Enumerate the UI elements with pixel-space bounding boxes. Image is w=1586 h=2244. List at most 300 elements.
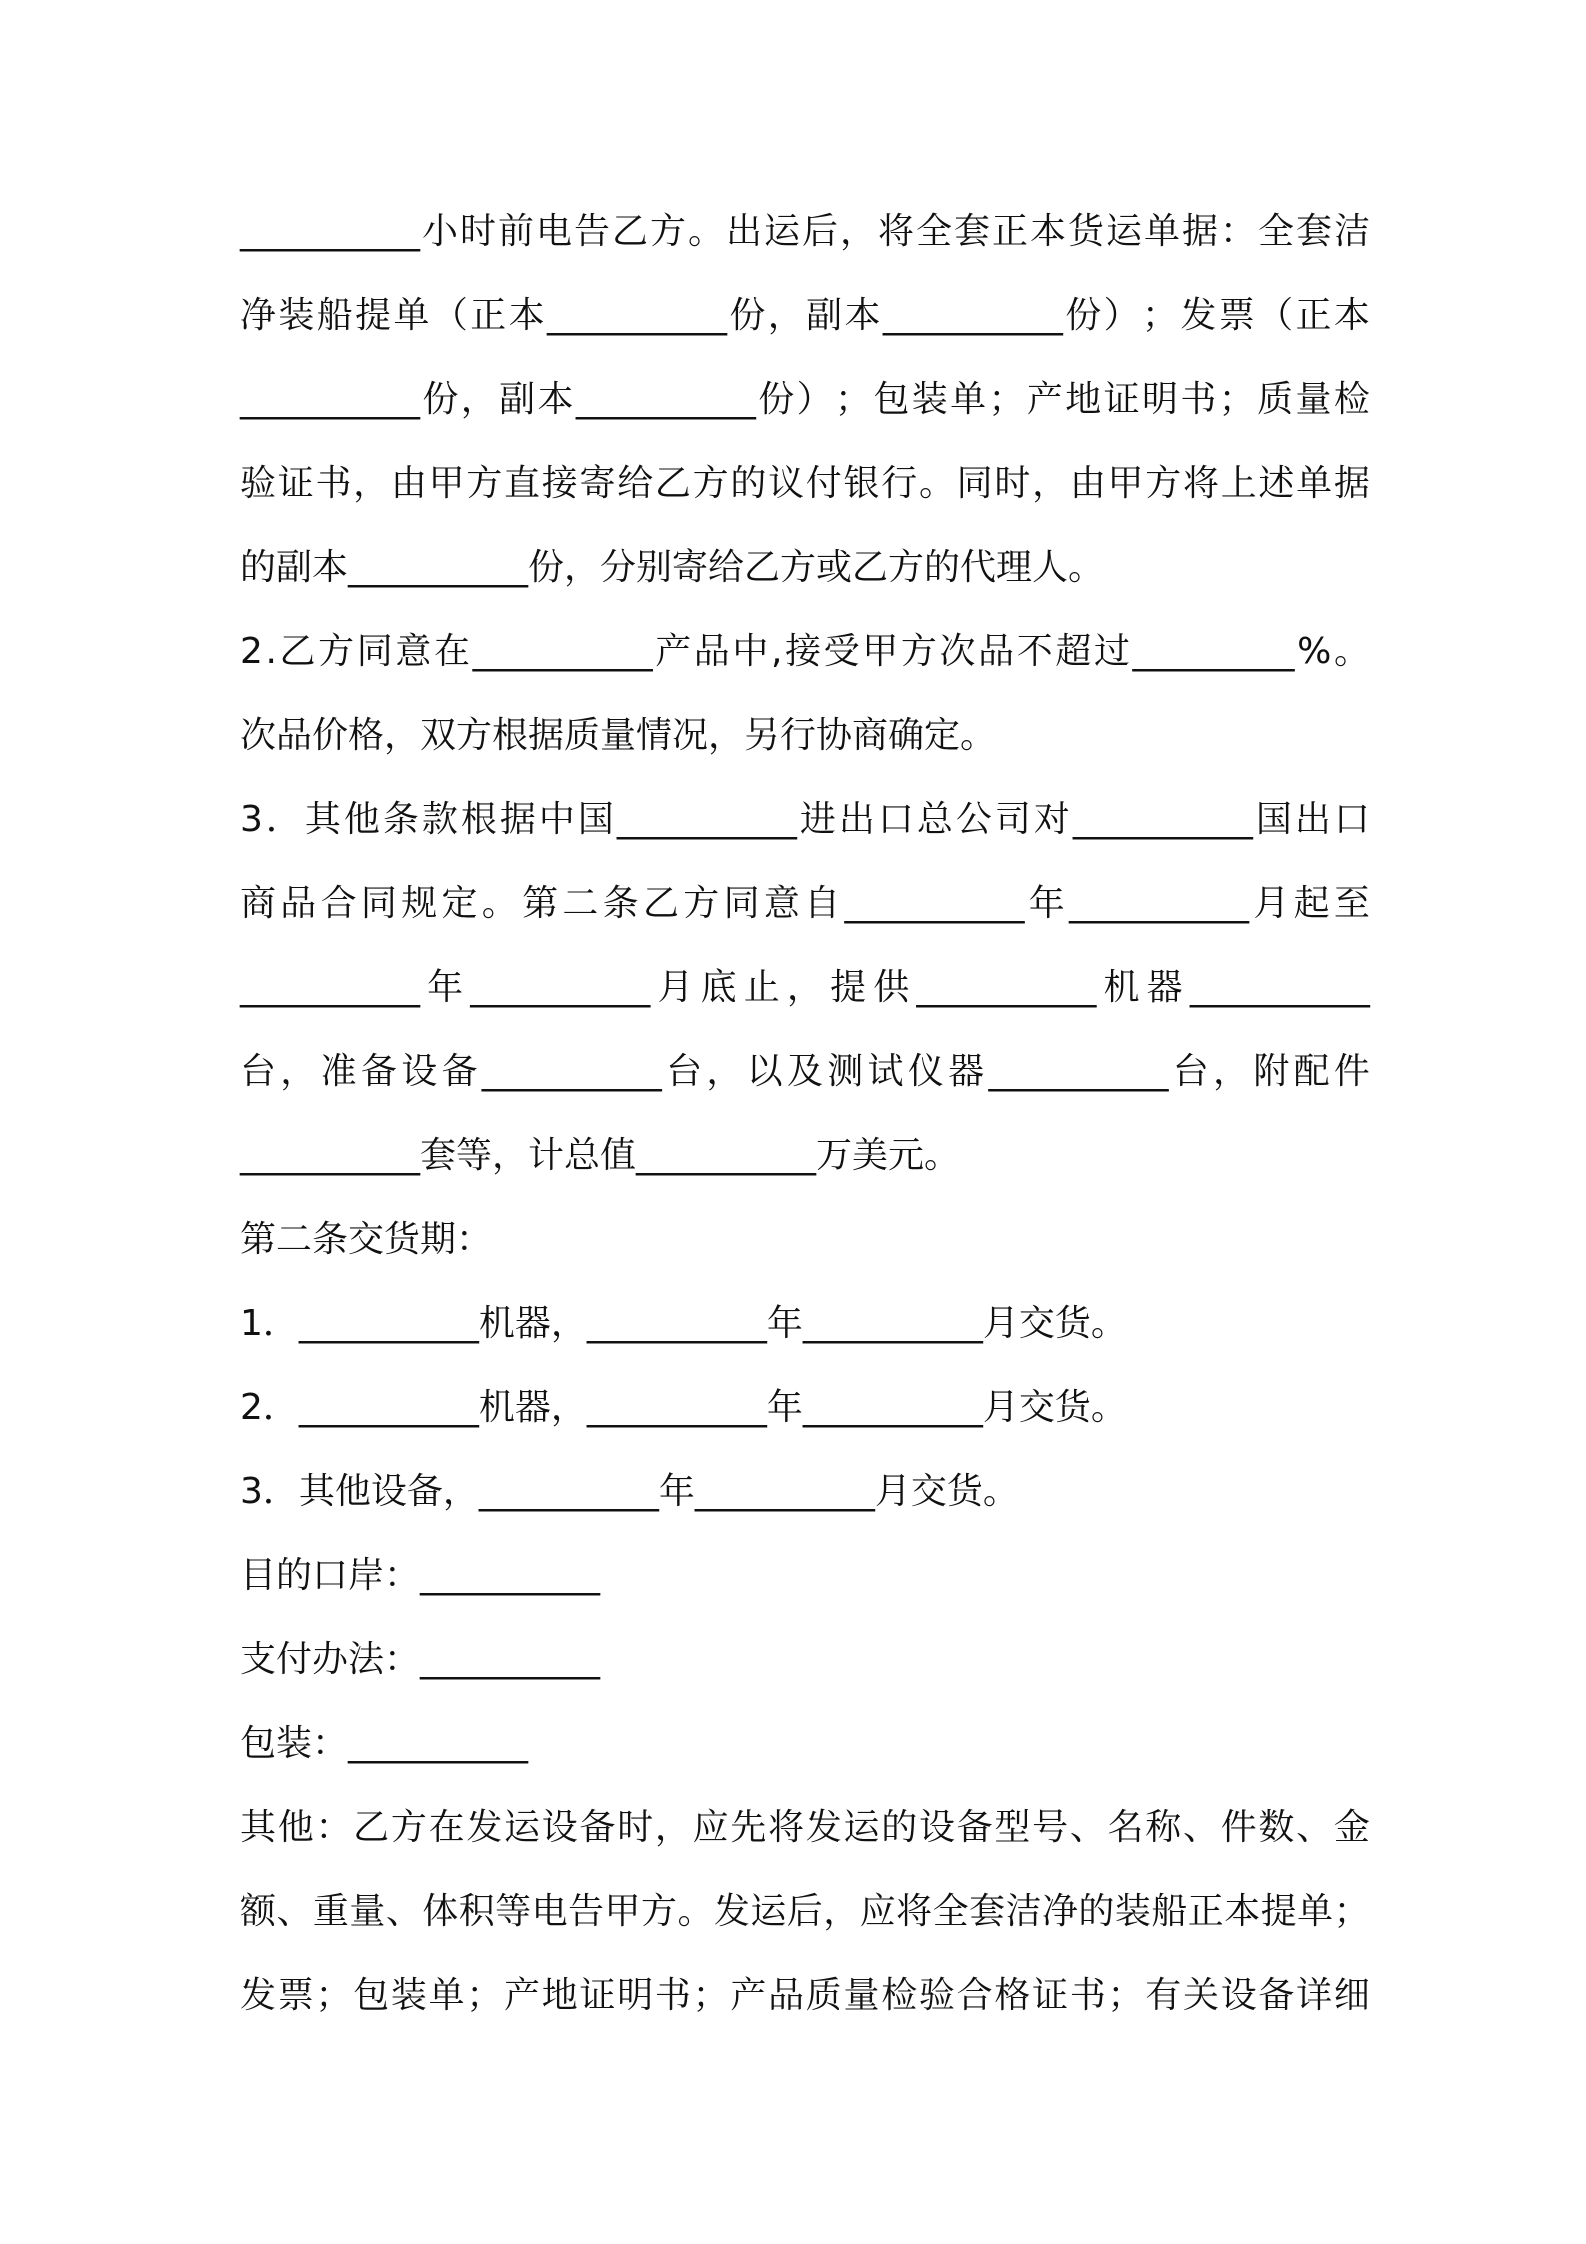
text-char: 意	[763, 883, 800, 924]
text-char: 以	[746, 1051, 783, 1092]
text-char: 包	[873, 379, 910, 420]
text-char: 在	[428, 1807, 465, 1848]
text-char: 备	[1258, 1975, 1295, 2016]
text-char: 甲	[604, 1891, 641, 1932]
text-char: 发	[805, 1807, 842, 1848]
text-char: 2	[240, 631, 263, 672]
text-char: 定	[441, 883, 478, 924]
text-char: 告	[573, 211, 610, 252]
text-char: 议	[768, 463, 805, 504]
text-char: 关	[1182, 1975, 1219, 2016]
text-char: 同	[723, 883, 760, 924]
text-char: 底	[700, 967, 737, 1008]
text-char: 条	[602, 883, 639, 924]
paragraph-line: __________套等，计总值__________万美元。	[240, 1135, 961, 1176]
text-char: 设	[401, 1051, 438, 1092]
text-char: 书	[1069, 1975, 1106, 2016]
text-char: 发	[240, 1975, 277, 2016]
paragraph-line: 的副本__________份，分别寄给乙方或乙方的代理人。	[240, 547, 1105, 588]
text-char: 仪	[907, 1051, 944, 1092]
paragraph-line	[240, 1870, 1370, 1954]
text-char: 地	[1065, 379, 1102, 420]
text-char: 设	[918, 1807, 955, 1848]
text-char: 产	[504, 1975, 541, 2016]
text-char: 装	[278, 295, 315, 336]
text-char: 上	[1220, 463, 1257, 504]
text-char: 至	[1333, 883, 1370, 924]
text-char: （	[1257, 295, 1294, 336]
fill-in-blank: __________	[481, 1051, 662, 1092]
text-char: 过	[1093, 631, 1130, 672]
text-char: 本	[844, 295, 881, 336]
text-char: 试	[867, 1051, 904, 1092]
text-char: ；	[1333, 1891, 1370, 1932]
text-char: 的	[881, 1807, 918, 1848]
text-char: 净	[240, 295, 277, 336]
text-char: ，	[823, 1891, 860, 1932]
text-char: 书	[654, 1975, 691, 2016]
text-char: 条	[382, 799, 419, 840]
text-char: 份	[422, 379, 459, 420]
text-char: 书	[315, 463, 352, 504]
text-char: 提	[355, 295, 392, 336]
text-char: 月	[1253, 883, 1290, 924]
text-char: 时	[617, 1807, 654, 1848]
text-char: 乙	[654, 463, 691, 504]
text-char: ，	[353, 463, 390, 504]
fill-in-blank: __________	[240, 379, 420, 420]
text-char: 量	[349, 1891, 386, 1932]
text-char: 副	[499, 379, 536, 420]
text-char: ；	[988, 379, 1025, 420]
text-char: 副	[806, 295, 843, 336]
text-char: 单	[1296, 463, 1333, 504]
text-char: 述	[1258, 463, 1295, 504]
text-char: 产	[730, 1975, 767, 2016]
clause-3-line	[240, 778, 1370, 862]
text-char: 品	[768, 1975, 805, 2016]
other-terms-line	[240, 1786, 1370, 1870]
text-char: 附	[1253, 1051, 1290, 1092]
text-char: 单	[1143, 211, 1180, 252]
fill-in-blank: __________	[1072, 799, 1253, 840]
text-char: 本	[1029, 211, 1066, 252]
text-char: 甲	[862, 631, 899, 672]
text-char: 公	[955, 799, 992, 840]
text-char: 口	[877, 799, 914, 840]
text-char: ；	[466, 1975, 503, 2016]
text-char: 装	[911, 379, 948, 420]
text-char: 套	[1295, 211, 1332, 252]
text-char: 将	[877, 211, 914, 252]
text-char: 前	[497, 211, 534, 252]
text-char: ，	[1213, 1051, 1250, 1092]
text-char: ，	[786, 967, 823, 1008]
fill-in-blank: __________	[1189, 967, 1370, 1008]
text-char: 二	[562, 883, 599, 924]
text-char: 规	[401, 883, 438, 924]
text-char: 称	[1145, 1807, 1182, 1848]
text-char: 时	[994, 463, 1031, 504]
text-char: ；	[834, 379, 871, 420]
text-char: 验	[918, 1975, 955, 2016]
text-char: 对	[1033, 799, 1070, 840]
text-char: 品	[693, 631, 730, 672]
fill-in-blank: __________	[916, 967, 1097, 1008]
text-char: 洁	[1005, 1891, 1042, 1932]
text-char: 国	[1255, 799, 1292, 840]
text-char: ，	[460, 379, 497, 420]
text-char: 品	[280, 883, 317, 924]
text-char: 。	[677, 1891, 714, 1932]
fill-in-blank: __________	[844, 883, 1025, 924]
clause-2-line	[240, 610, 1370, 694]
fill-in-blank: __________	[472, 631, 653, 672]
text-char: 货	[1067, 211, 1104, 252]
text-char: 意	[395, 631, 432, 672]
text-char: .	[265, 631, 277, 672]
text-char: 总	[916, 799, 953, 840]
text-char: 数	[1258, 1807, 1295, 1848]
text-char: 将	[896, 1891, 933, 1932]
text-char: 根	[460, 799, 497, 840]
text-char: 件	[1220, 1807, 1257, 1848]
paragraph-line	[240, 358, 1370, 442]
text-char: 设	[1220, 1975, 1257, 2016]
text-char: 后	[786, 1891, 823, 1932]
text-char: 合	[320, 883, 357, 924]
text-char: 方	[390, 1807, 427, 1848]
text-char: ；	[1107, 1975, 1144, 2016]
section-heading-delivery: 第二条交货期：	[240, 1219, 493, 1260]
text-char: 银	[843, 463, 880, 504]
text-char: 方	[900, 631, 937, 672]
text-char: 年	[427, 967, 464, 1008]
text-char: 小	[421, 211, 458, 252]
text-char: 提	[1260, 1891, 1297, 1932]
text-char: 其	[240, 1807, 277, 1848]
text-char: ；	[315, 1975, 352, 2016]
fill-in-blank: __________	[470, 967, 651, 1008]
text-char: 船	[1151, 1891, 1188, 1932]
text-char: 检	[881, 1975, 918, 2016]
text-char: 电	[531, 1891, 568, 1932]
text-char: 据	[1181, 211, 1218, 252]
paragraph-line	[240, 946, 1370, 1030]
text-char: ；	[1218, 379, 1255, 420]
text-char: 器	[1146, 967, 1183, 1008]
text-char: ）	[1103, 295, 1140, 336]
paragraph-line	[240, 1954, 1370, 2038]
text-char: 台	[240, 1051, 277, 1092]
text-char: 全	[915, 211, 952, 252]
text-char: 套	[969, 1891, 1006, 1932]
text-char: ,	[771, 631, 783, 672]
contract-text	[240, 190, 1370, 2038]
text-char: ；	[1141, 295, 1178, 336]
text-char: 运	[1105, 211, 1142, 252]
text-char: 单	[950, 379, 987, 420]
text-char: ．	[265, 799, 302, 840]
text-char: 金	[1333, 1807, 1370, 1848]
text-char: 准	[320, 1051, 357, 1092]
text-char: 接	[541, 463, 578, 504]
text-char: 。	[687, 211, 724, 252]
paragraph-line	[240, 190, 1370, 274]
text-char: 甲	[1107, 463, 1144, 504]
text-char: 台	[666, 1051, 703, 1092]
paragraph-line	[240, 274, 1370, 358]
text-char: 方	[683, 883, 720, 924]
text-char: 积	[458, 1891, 495, 1932]
text-char: 证	[1032, 1975, 1069, 2016]
text-char: 的	[730, 463, 767, 504]
text-char: 第	[522, 883, 559, 924]
text-char: 国	[577, 799, 614, 840]
text-char: 单	[393, 295, 430, 336]
text-char: ）	[796, 379, 833, 420]
text-char: 票	[277, 1975, 314, 2016]
text-char: 本	[1333, 295, 1370, 336]
text-char: 器	[948, 1051, 985, 1092]
destination-port-line: 目的口岸：__________	[240, 1555, 601, 1596]
text-char: 运	[763, 211, 800, 252]
fill-in-blank: __________	[240, 211, 420, 252]
paragraph-line: 次品价格，双方根据质量情况，另行协商确定。	[240, 715, 997, 756]
text-char: 重	[312, 1891, 349, 1932]
text-char: 地	[541, 1975, 578, 2016]
text-char: 商	[240, 883, 277, 924]
text-char: 、	[1296, 1807, 1333, 1848]
text-char: 配	[1293, 1051, 1330, 1092]
text-char: 机	[1103, 967, 1140, 1008]
text-char: 证	[277, 463, 314, 504]
text-char: 方	[649, 211, 686, 252]
text-char: 3	[240, 799, 263, 840]
delivery-item-2: 2．__________机器，__________年__________月交货。	[240, 1387, 1127, 1428]
text-char: 票	[1218, 295, 1255, 336]
text-char: 方	[318, 631, 355, 672]
text-char: 将	[768, 1807, 805, 1848]
text-char: 告	[568, 1891, 605, 1932]
text-char: 中	[538, 799, 575, 840]
text-char: 发	[466, 1807, 503, 1848]
text-char: ，	[654, 1807, 691, 1848]
text-char: 超	[1055, 631, 1092, 672]
text-char: 型	[994, 1807, 1031, 1848]
text-char: 正	[1187, 1891, 1224, 1932]
text-char: 接	[785, 631, 822, 672]
text-char: 品	[978, 631, 1015, 672]
text-char: 验	[240, 463, 277, 504]
text-char: 他	[277, 1807, 314, 1848]
text-char: 运	[750, 1891, 787, 1932]
text-char: ，	[1032, 463, 1069, 504]
text-char: ，	[767, 295, 804, 336]
text-char: 、	[1069, 1807, 1106, 1848]
text-char: 据	[499, 799, 536, 840]
text-char: 的	[1078, 1891, 1115, 1932]
text-char: 及	[786, 1051, 823, 1092]
text-char: ，	[706, 1051, 743, 1092]
text-char: 进	[799, 799, 836, 840]
text-char: 量	[1295, 379, 1332, 420]
text-char: 装	[1114, 1891, 1151, 1932]
fill-in-blank: __________	[988, 1051, 1169, 1092]
text-char: 在	[433, 631, 470, 672]
text-char: 体	[422, 1891, 459, 1932]
text-char: 备	[441, 1051, 478, 1092]
text-char: 应	[692, 1807, 729, 1848]
text-char: 方	[692, 463, 729, 504]
text-char: 洁	[1333, 211, 1370, 252]
fill-in-blank: __________	[575, 379, 756, 420]
text-char: 质	[1257, 379, 1294, 420]
text-char: 、	[276, 1891, 313, 1932]
text-char: 应	[859, 1891, 896, 1932]
text-char: 船	[316, 295, 353, 336]
text-char: 同	[956, 463, 993, 504]
text-char: 款	[421, 799, 458, 840]
text-char: 方	[466, 463, 503, 504]
text-char: 证	[1103, 379, 1140, 420]
text-char: 据	[1333, 463, 1370, 504]
text-char: 正	[991, 211, 1028, 252]
text-char: 额	[240, 1891, 277, 1932]
paragraph-line	[240, 862, 1370, 946]
paragraph-line	[240, 1030, 1370, 1114]
text-char: 包	[353, 1975, 390, 2016]
text-char: 方	[640, 1891, 677, 1932]
text-char: （	[431, 295, 468, 336]
paragraph-line	[240, 442, 1370, 526]
text-char: 出	[1294, 799, 1331, 840]
text-char: ：	[315, 1807, 352, 1848]
fill-in-blank: _________	[1132, 631, 1295, 672]
delivery-item-3: 3．其他设备，__________年__________月交货。	[240, 1471, 1019, 1512]
text-char: 供	[873, 967, 910, 1008]
text-char: 付	[805, 463, 842, 504]
text-char: 司	[994, 799, 1031, 840]
text-char: 书	[1180, 379, 1217, 420]
text-char: 乙	[353, 1807, 390, 1848]
fill-in-blank: __________	[1069, 883, 1250, 924]
text-char: 单	[1297, 1891, 1334, 1932]
text-char: 。	[1333, 631, 1370, 672]
text-char: 合	[956, 1975, 993, 2016]
packaging-line: 包装：__________	[240, 1723, 529, 1764]
text-char: 甲	[428, 463, 465, 504]
text-char: 将	[1182, 463, 1219, 504]
text-char: 正	[470, 295, 507, 336]
text-char: 同	[360, 883, 397, 924]
text-char: 备	[956, 1807, 993, 1848]
text-char: ，	[839, 211, 876, 252]
text-char: 、	[1182, 1807, 1219, 1848]
text-char: 、	[385, 1891, 422, 1932]
text-char: 出	[838, 799, 875, 840]
text-char: 设	[541, 1807, 578, 1848]
text-char: 量	[843, 1975, 880, 2016]
text-char: 不	[1016, 631, 1053, 672]
text-char: 份	[729, 295, 766, 336]
text-char: 出	[725, 211, 762, 252]
payment-method-line: 支付办法：__________	[240, 1639, 601, 1680]
text-char: 乙	[611, 211, 648, 252]
text-char: 给	[617, 463, 654, 504]
text-char: 止	[743, 967, 780, 1008]
text-char: 份	[758, 379, 795, 420]
text-char: 时	[459, 211, 496, 252]
text-char: 运	[504, 1807, 541, 1848]
text-char: 口	[1333, 799, 1370, 840]
fill-in-blank: __________	[547, 295, 727, 336]
text-char: 年	[1028, 883, 1065, 924]
text-char: 细	[1333, 1975, 1370, 2016]
text-char: 发	[1180, 295, 1217, 336]
text-char: 本	[1224, 1891, 1261, 1932]
text-char: 净	[1041, 1891, 1078, 1932]
text-char: 。	[481, 883, 518, 924]
text-char: 备	[579, 1807, 616, 1848]
text-char: 台	[1172, 1051, 1209, 1092]
text-char: 次	[939, 631, 976, 672]
text-char: 本	[537, 379, 574, 420]
text-char: 件	[1333, 1051, 1370, 1092]
text-char: 寄	[579, 463, 616, 504]
text-char: 质	[805, 1975, 842, 2016]
fill-in-blank: __________	[240, 967, 420, 1008]
text-char: 其	[304, 799, 341, 840]
text-char: %	[1297, 631, 1332, 672]
text-char: 明	[617, 1975, 654, 2016]
text-char: 本	[508, 295, 545, 336]
text-char: 证	[579, 1975, 616, 2016]
text-char: 格	[994, 1975, 1031, 2016]
text-char: 全	[1257, 211, 1294, 252]
text-char: 同	[356, 631, 393, 672]
text-char: 提	[830, 967, 867, 1008]
text-char: 全	[932, 1891, 969, 1932]
text-char: ：	[1219, 211, 1256, 252]
text-char: 发	[713, 1891, 750, 1932]
fill-in-blank: __________	[616, 799, 797, 840]
text-char: 明	[1141, 379, 1178, 420]
text-char: 名	[1107, 1807, 1144, 1848]
text-char: 乙	[279, 631, 316, 672]
text-char: 产	[655, 631, 692, 672]
text-char: 中	[732, 631, 769, 672]
text-char: 检	[1333, 379, 1370, 420]
text-char: 月	[657, 967, 694, 1008]
text-char: 装	[390, 1975, 427, 2016]
text-char: 份	[1065, 295, 1102, 336]
text-char: 详	[1296, 1975, 1333, 2016]
text-char: 由	[390, 463, 427, 504]
text-char: 先	[730, 1807, 767, 1848]
text-char: 方	[1145, 463, 1182, 504]
text-char: 乙	[642, 883, 679, 924]
text-char: 直	[504, 463, 541, 504]
delivery-item-1: 1．__________机器，__________年__________月交货。	[240, 1303, 1127, 1344]
text-char: 电	[535, 211, 572, 252]
text-char: 自	[804, 883, 841, 924]
text-char: 测	[827, 1051, 864, 1092]
text-char: 后	[801, 211, 838, 252]
text-char: 运	[843, 1807, 880, 1848]
text-char: 备	[360, 1051, 397, 1092]
text-char: 受	[823, 631, 860, 672]
